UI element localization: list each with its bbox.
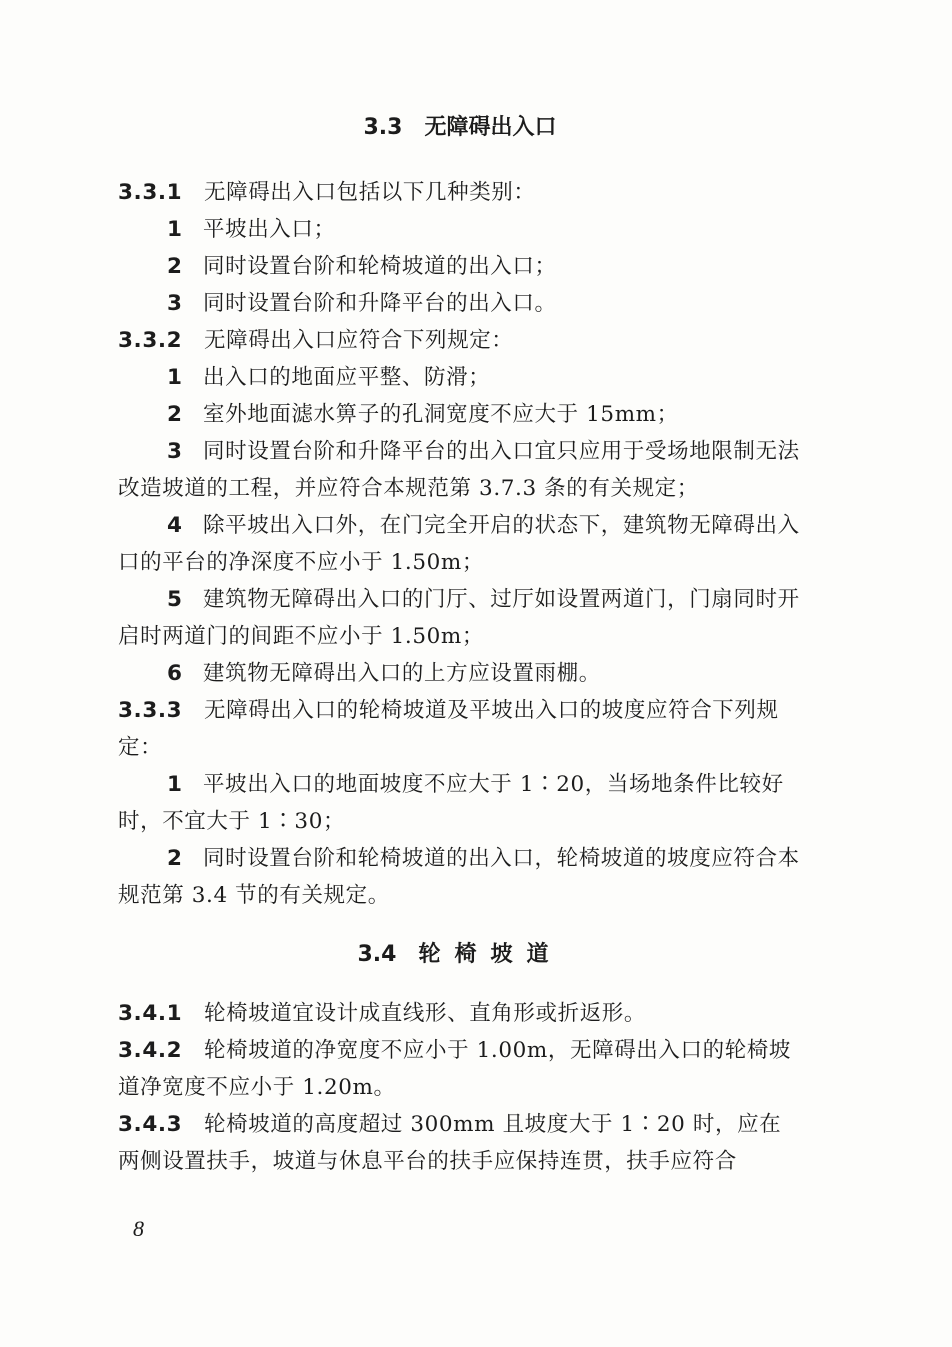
item-text: 平坡出入口； xyxy=(203,217,336,242)
list-item xyxy=(118,766,802,840)
section-number: 3.4 xyxy=(357,942,397,967)
item-number: 2 xyxy=(167,846,183,871)
clause-text: 无障碍出入口的轮椅坡道及平坡出入口的坡度应符合下列规定： xyxy=(118,698,779,760)
clause-text: 无障碍出入口应符合下列规定： xyxy=(204,328,514,353)
item-number: 3 xyxy=(167,439,183,464)
item-text: 出入口的地面应平整、防滑； xyxy=(203,365,491,390)
item-number: 5 xyxy=(167,587,183,612)
item-text: 同时设置台阶和轮椅坡道的出入口； xyxy=(203,254,557,279)
clause-text: 轮椅坡道的净宽度不应小于 1.00m，无障碍出入口的轮椅坡道净宽度不应小于 1.20m。 xyxy=(118,1038,791,1100)
clause-number: 3.4.2 xyxy=(118,1038,183,1063)
section-heading-3-4 xyxy=(118,939,802,971)
item-text: 同时设置台阶和升降平台的出入口。 xyxy=(203,291,557,316)
item-number: 1 xyxy=(167,365,183,390)
item-text: 平坡出入口的地面坡度不应大于 1∶20，当场地条件比较好时，不宜大于 1∶30； xyxy=(118,772,784,834)
item-text: 除平坡出入口外，在门完全开启的状态下，建筑物无障碍出入口的平台的净深度不应小于 1.50m； xyxy=(118,513,800,575)
item-text: 建筑物无障碍出入口的上方应设置雨棚。 xyxy=(203,661,601,686)
item-text: 同时设置台阶和轮椅坡道的出入口，轮椅坡道的坡度应符合本规范第 3.4 节的有关规定。 xyxy=(118,846,800,908)
page-number: 8 xyxy=(133,1216,144,1241)
list-item xyxy=(118,285,802,322)
list-item xyxy=(118,359,802,396)
clause-number: 3.3.2 xyxy=(118,328,183,353)
item-number: 2 xyxy=(167,402,183,427)
item-number: 1 xyxy=(167,772,183,797)
clause-text: 轮椅坡道的高度超过 300mm 且坡度大于 1∶20 时，应在两侧设置扶手，坡道与休息平台的扶手应保持连贯，扶手应符合 xyxy=(118,1112,782,1174)
item-number: 3 xyxy=(167,291,183,316)
clause-number: 3.3.1 xyxy=(118,180,183,205)
section-number: 3.3 xyxy=(363,115,403,140)
list-item xyxy=(118,581,802,655)
clause-3-4-2 xyxy=(118,1032,802,1106)
clause-3-4-1 xyxy=(118,995,802,1032)
text-column xyxy=(118,112,802,1180)
section-heading-3-3 xyxy=(118,112,802,144)
list-item xyxy=(118,211,802,248)
item-number: 1 xyxy=(167,217,183,242)
item-text: 室外地面滤水箅子的孔洞宽度不应大于 15mm； xyxy=(203,402,679,427)
section-title: 无障碍出入口 xyxy=(424,115,557,140)
item-text: 建筑物无障碍出入口的门厅、过厅如设置两道门，门扇同时开启时两道门的间距不应小于 1.50m； xyxy=(118,587,800,649)
list-item xyxy=(118,507,802,581)
clause-text: 无障碍出入口包括以下几种类别： xyxy=(204,180,536,205)
item-number: 4 xyxy=(167,513,183,538)
clause-number: 3.4.3 xyxy=(118,1112,183,1137)
list-item xyxy=(118,840,802,914)
clause-3-4-3 xyxy=(118,1106,802,1180)
clause-text: 轮椅坡道宜设计成直线形、直角形或折返形。 xyxy=(204,1001,647,1026)
clause-3-3-1 xyxy=(118,174,802,211)
list-item xyxy=(118,396,802,433)
section-title: 轮椅坡道 xyxy=(418,942,563,967)
clause-number: 3.4.1 xyxy=(118,1001,183,1026)
clause-number: 3.3.3 xyxy=(118,698,183,723)
list-item xyxy=(118,433,802,507)
clause-3-3-2 xyxy=(118,322,802,359)
list-item xyxy=(118,655,802,692)
item-number: 6 xyxy=(167,661,183,686)
clause-3-3-3 xyxy=(118,692,802,766)
list-item xyxy=(118,248,802,285)
item-text: 同时设置台阶和升降平台的出入口宜只应用于受场地限制无法改造坡道的工程，并应符合本规范第 3.7.3 条的有关规定； xyxy=(118,439,800,501)
item-number: 2 xyxy=(167,254,183,279)
